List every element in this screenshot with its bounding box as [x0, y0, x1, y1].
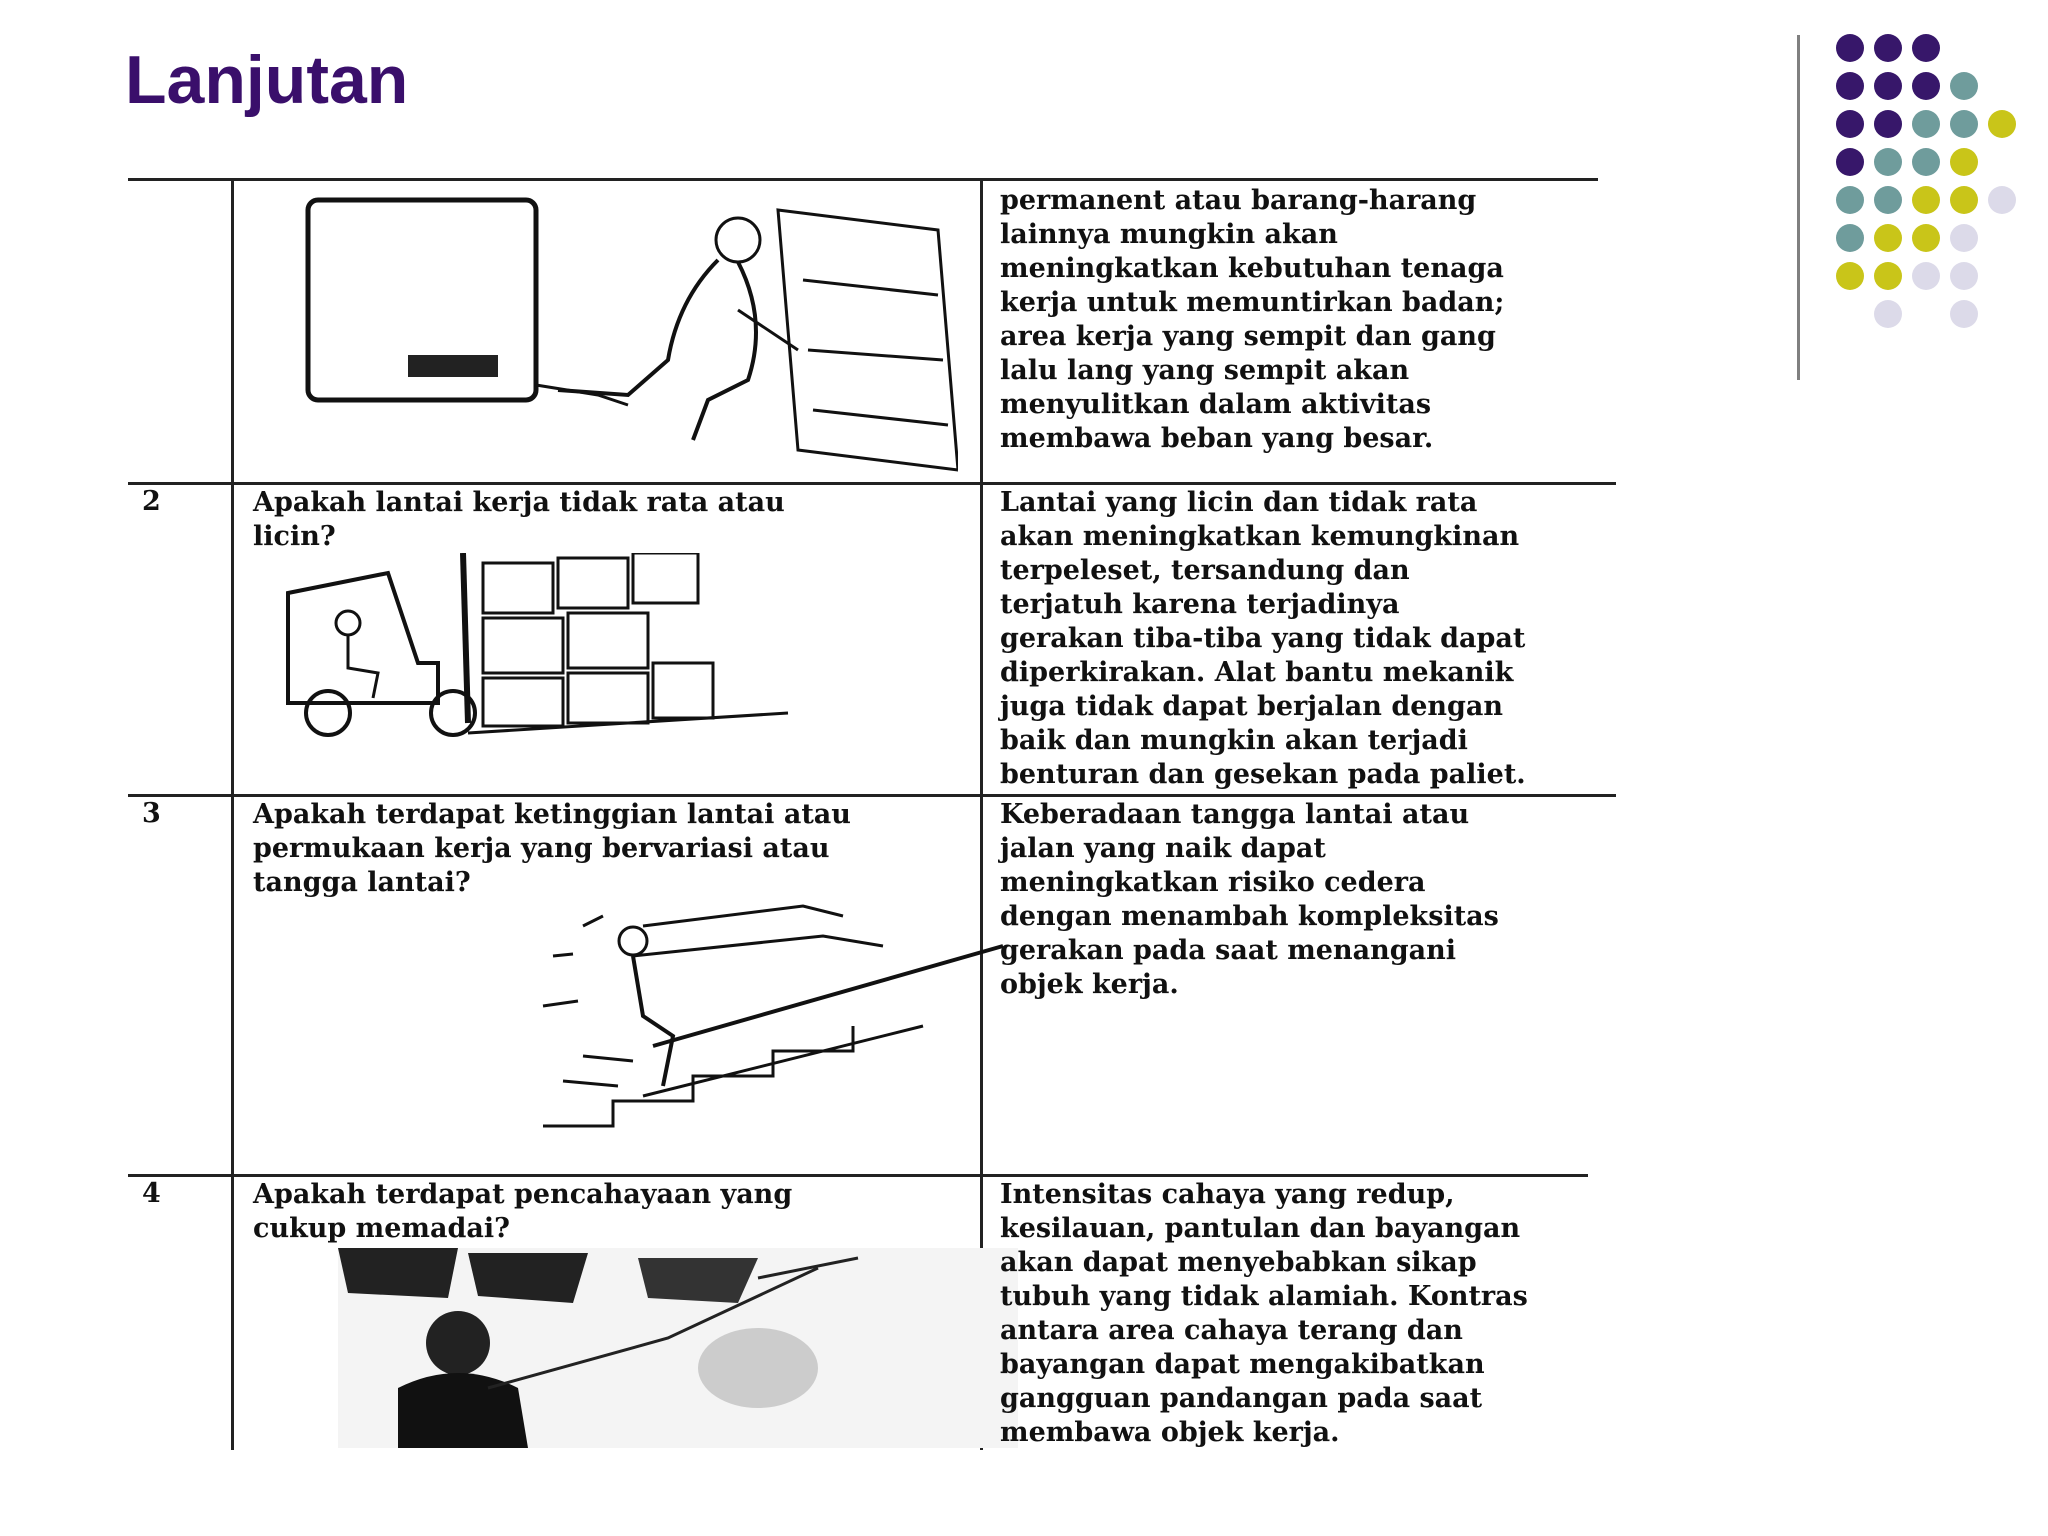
row-3-description: Keberadaan tangga lantai atau jalan yang naik dapat meningkatkan risiko cedera dengan menambah kompleksitas gerakan pada saat menangani objek kerja.: [1000, 799, 1499, 1000]
forklift-illustration: [268, 553, 808, 758]
row-1-description: permanent atau barang-harang lainnya mungkin akan meningkatkan kebutuhan tenaga kerja untuk memuntirkan badan; area kerja yang sempit dan gang lalu lang yang sempit akan menyulitkan dalam aktivitas membawa beban yang besar.: [1000, 185, 1505, 454]
row-3-question: Apakah terdapat ketinggian lantai atau permukaan kerja yang bervariasi atau tangga lantai?: [253, 799, 851, 898]
vertical-divider: [1797, 35, 1800, 380]
slide-title: Lanjutan: [125, 42, 409, 118]
worker-on-stairs-illustration: [523, 896, 1013, 1136]
row-4-number: 4: [142, 1178, 161, 1209]
ergonomics-checklist-table: [128, 178, 1608, 1450]
row-4-question: Apakah terdapat pencahayaan yang cukup memadai?: [253, 1179, 793, 1244]
worker-lifting-box-illustration: [298, 190, 958, 475]
row-3-number: 3: [142, 798, 161, 829]
row-2-question: Apakah lantai kerja tidak rata atau licin?: [253, 487, 785, 552]
row-4-description: Intensitas cahaya yang redup, kesilauan, pantulan dan bayangan akan dapat menyebabkan sikap tubuh yang tidak alamiah. Kontras antara area cahaya terang dan bayangan dapat mengakibatkan gangguan pandangan pada saat membawa objek kerja.: [1000, 1179, 1528, 1448]
row-2-number: 2: [142, 486, 161, 517]
row-2-description: Lantai yang licin dan tidak rata akan meningkatkan kemungkinan terpeleset, tersandung dan terjatuh karena terjadinya gerakan tiba-tiba yang tidak dapat diperkirakan. Alat bantu mekanik juga tidak dapat berjalan dengan baik dan mungkin akan terjadi benturan dan gesekan pada paliet.: [1000, 487, 1526, 790]
worker-under-lighting-illustration: [338, 1248, 1018, 1448]
